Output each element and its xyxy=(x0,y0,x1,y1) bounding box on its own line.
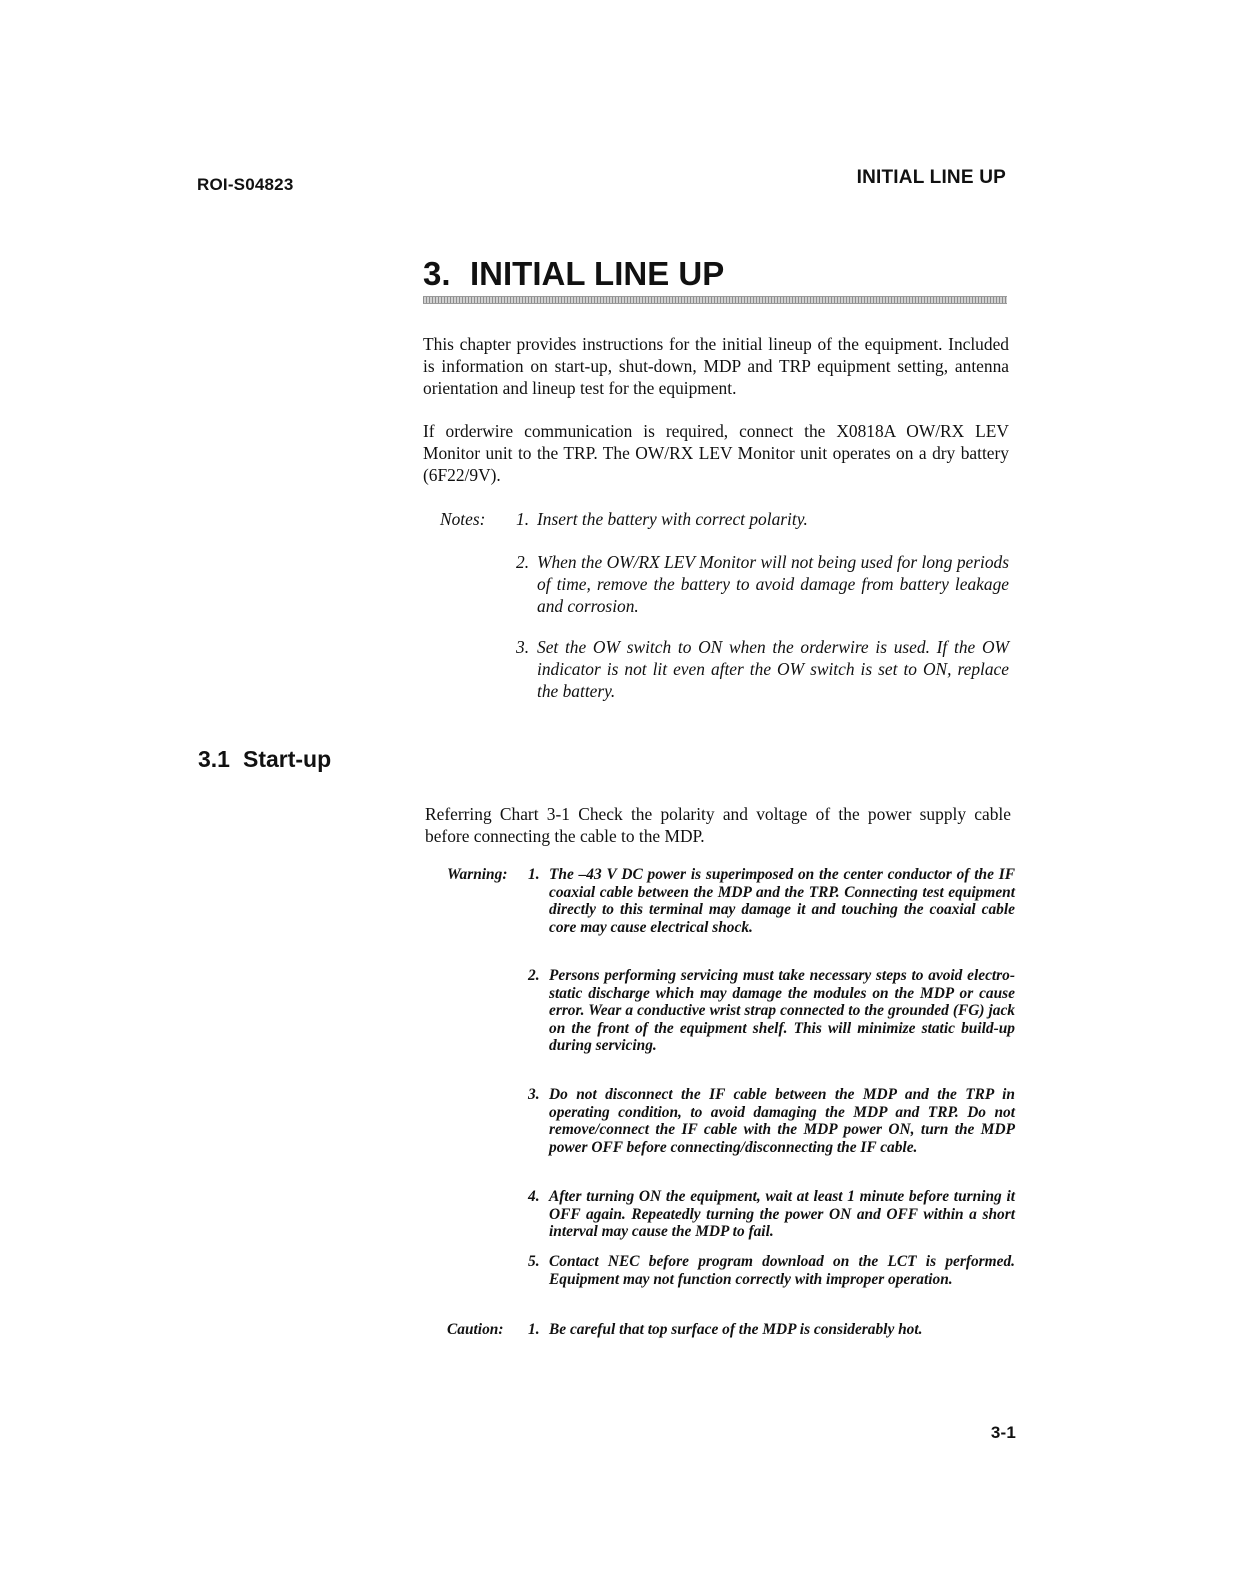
chapter-heading xyxy=(423,255,724,293)
heading-rule xyxy=(423,296,1007,304)
warning-label: Warning: xyxy=(447,866,508,883)
caution-label: Caution: xyxy=(447,1321,504,1338)
warning-text: The –43 V DC power is superimposed on the center conductor of the IF coaxial cable between the MDP and the TRP. Connecting test equipment directly to this terminal may damage it and touching the coaxial cable core may cause electrical shock. xyxy=(549,866,1015,936)
page-number: 3-1 xyxy=(990,1423,1016,1442)
warning-number: 1. xyxy=(528,866,540,883)
warning-number: 4. xyxy=(528,1188,540,1205)
warning-text: After turning ON the equipment, wait at least 1 minute before turning it OFF again. Repeatedly turning the power ON and OFF within a short interval may cause the MDP to fail. xyxy=(549,1188,1015,1240)
note-number: 2. xyxy=(516,552,530,572)
note-text: Insert the battery with correct polarity. xyxy=(537,509,808,529)
warning-text: Persons performing servicing must take necessary steps to avoid electro-static discharge which may damage the modules on the MDP or cause error. Wear a conductive wrist strap connected to the grounded (FG) jack on the front of the equipment shelf. This will minimize static build-up during servicing. xyxy=(549,967,1015,1054)
caution-text: Be careful that top surface of the MDP is considerably hot. xyxy=(549,1321,923,1338)
subsection-heading xyxy=(198,746,331,773)
startup-paragraph: Referring Chart 3-1 Check the polarity and voltage of the power supply cable before connecting the cable to the MDP. xyxy=(425,804,1011,846)
subsection-number: 3.1 xyxy=(198,746,230,772)
note-text: Set the OW switch to ON when the orderwire is used. If the OW indicator is not lit even after the OW switch is set to ON, replace the battery. xyxy=(537,637,1009,701)
warning-number: 3. xyxy=(528,1086,540,1103)
warning-number: 5. xyxy=(528,1253,540,1270)
running-section-title: INITIAL LINE UP xyxy=(856,167,1006,188)
notes-label: Notes: xyxy=(440,509,486,529)
warning-text: Do not disconnect the IF cable between the MDP and the TRP in operating condition, to avoid damaging the MDP and TRP. Do not remove/connect the IF cable with the MDP power ON, turn the MDP power OFF before connecting/disconnecting the IF cable. xyxy=(549,1086,1015,1156)
warning-text: Contact NEC before program download on the LCT is performed. Equipment may not function correctly with improper operation. xyxy=(549,1253,1015,1288)
intro-paragraph: This chapter provides instructions for the initial lineup of the equipment. Included is information on start-up, shut-down, MDP and TRP equipment setting, antenna orientation and lineup test for the equipment. xyxy=(423,334,1009,398)
chapter-number: 3. xyxy=(423,255,451,292)
orderwire-paragraph: If orderwire communication is required, connect the X0818A OW/RX LEV Monitor unit to the TRP. The OW/RX LEV Monitor unit operates on a dry battery (6F22/9V). xyxy=(423,421,1009,485)
document-id: ROI-S04823 xyxy=(197,175,294,194)
warning-number: 2. xyxy=(528,967,540,984)
note-number: 1. xyxy=(516,509,530,529)
caution-number: 1. xyxy=(528,1321,540,1338)
note-text: When the OW/RX LEV Monitor will not being used for long periods of time, remove the battery to avoid damage from battery leakage and corrosion. xyxy=(537,552,1009,616)
subsection-title: Start-up xyxy=(243,746,332,772)
note-number: 3. xyxy=(516,637,530,657)
chapter-title: INITIAL LINE UP xyxy=(470,255,725,292)
